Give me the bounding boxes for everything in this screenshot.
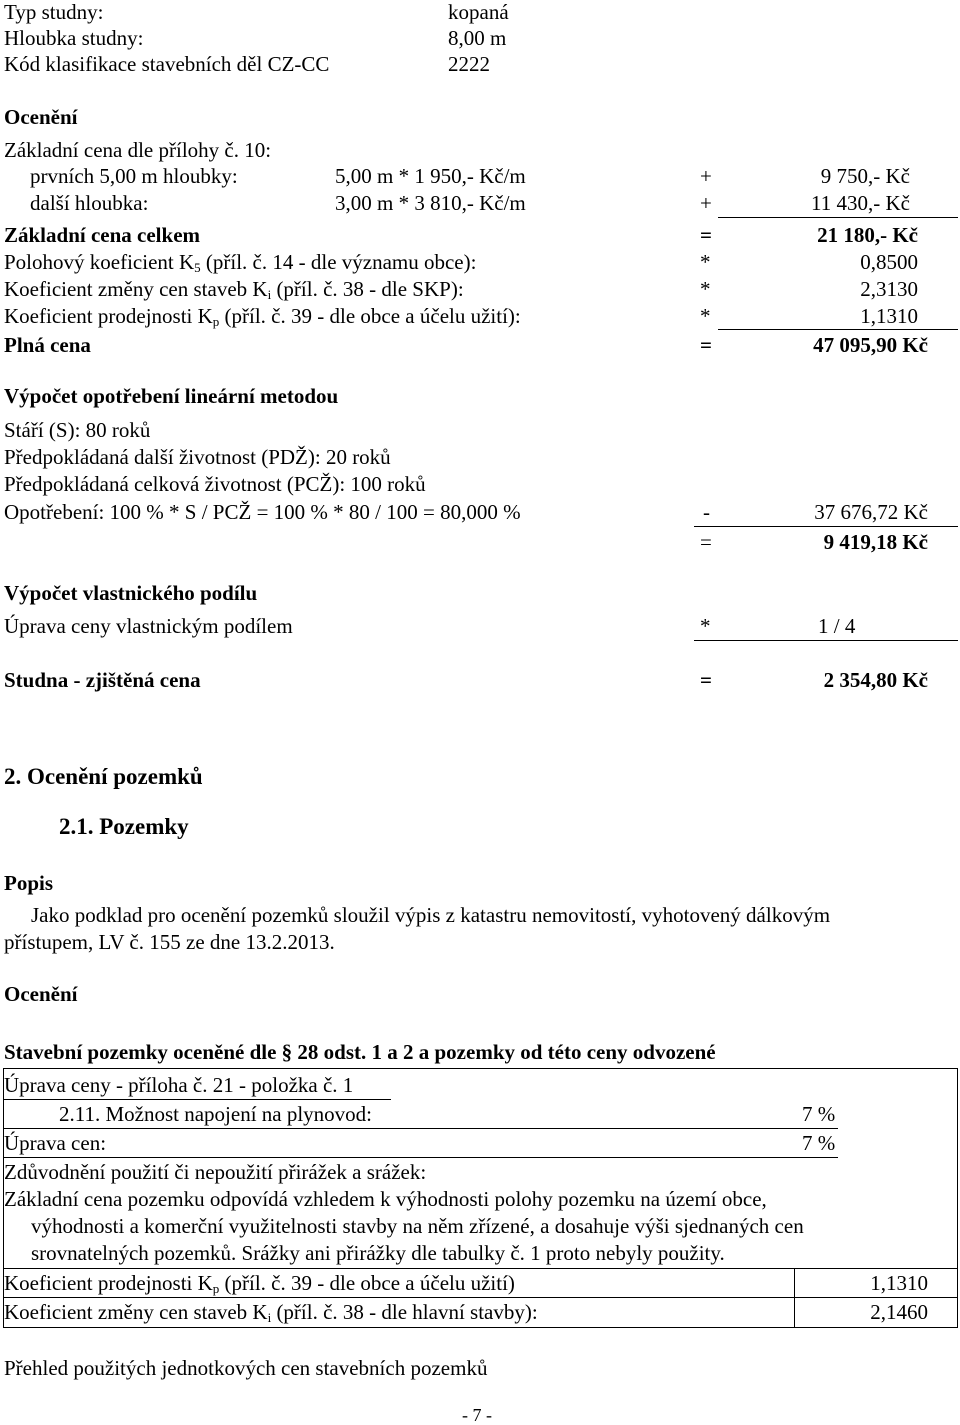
ownership-heading: Výpočet vlastnického podílu bbox=[4, 581, 258, 605]
table-left-border bbox=[3, 1068, 4, 1327]
wear-result-op: = bbox=[700, 530, 712, 554]
kp-value: 1,1310 bbox=[860, 304, 918, 328]
table-kp-label: Koeficient prodejnosti $K_p$ (příl. č. 39 - dle obce a účelu užití) bbox=[4, 1271, 515, 1296]
table-row-4: Zdůvodnění použití či nepoužití přirážek a srážek: bbox=[4, 1160, 427, 1184]
row1-op: + bbox=[700, 164, 712, 188]
table-row-5c: srovnatelných pozemků. Srážky ani přirážky dle tabulky č. 1 proto nebyly použity. bbox=[31, 1241, 725, 1265]
table-top-rule bbox=[3, 1068, 958, 1069]
full-price-value: 47 095,90 Kč bbox=[813, 333, 928, 357]
row1-calc: 5,00 m * 1 950,- Kč/m bbox=[335, 164, 526, 188]
k5-op: * bbox=[700, 250, 711, 274]
ki-label: Koeficient změny cen staveb $K_i$ (příl. č. 38 - dle SKP): bbox=[4, 277, 464, 302]
full-price-op: = bbox=[700, 333, 712, 357]
kp-op: * bbox=[700, 304, 711, 328]
table-row-5a: Základní cena pozemku odpovídá vzhledem k výhodnosti polohy pozemku na území obce, bbox=[4, 1187, 767, 1211]
sum-rule bbox=[718, 217, 958, 218]
land-type-heading: Stavební pozemky oceněné dle § 28 odst. 1 a 2 a pozemky od této ceny odvozené bbox=[4, 1040, 716, 1064]
row2-calc: 3,00 m * 3 810,- Kč/m bbox=[335, 191, 526, 215]
valuation-heading: Ocenění bbox=[4, 105, 78, 129]
row3-rule bbox=[3, 1157, 838, 1158]
k5-label: Polohový koeficient $K_5$ (příl. č. 14 - dle významu obce): bbox=[4, 250, 477, 275]
table-row-5b: výhodnosti a komerční využitelnosti stavby na něm zřízené, a dosahuje výši sjednaných cen bbox=[31, 1214, 804, 1238]
final-value: 2 354,80 Kč bbox=[823, 668, 928, 692]
wear-value: 37 676,72 Kč bbox=[814, 500, 928, 524]
well-depth-value: 8,00 m bbox=[448, 26, 507, 50]
pdz-line: Předpokládaná další životnost (PDŽ): 20 roků bbox=[4, 445, 391, 469]
wear-heading: Výpočet opotřebení lineární metodou bbox=[4, 384, 339, 408]
row2-label: další hloubka: bbox=[30, 191, 149, 215]
table-row-1: Úprava ceny - příloha č. 21 - položka č. 1 bbox=[4, 1073, 354, 1097]
ownership-rule bbox=[694, 640, 958, 641]
base-price-label: Základní cena dle přílohy č. 10: bbox=[4, 138, 272, 162]
row2-rule bbox=[3, 1128, 838, 1129]
popis-heading: Popis bbox=[4, 871, 54, 895]
land-valuation-heading: Ocenění bbox=[4, 982, 78, 1006]
well-type-value: kopaná bbox=[448, 0, 509, 24]
table-kp-value: 1,1310 bbox=[870, 1271, 928, 1295]
description-line-1: Jako podklad pro ocenění pozemků sloužil výpis z katastru nemovitostí, vyhotovený dálkovým bbox=[31, 903, 831, 927]
k5-value: 0,8500 bbox=[860, 250, 918, 274]
table-ki-value: 2,1460 bbox=[870, 1300, 928, 1324]
row1-label: prvních 5,00 m hloubky: bbox=[30, 164, 238, 188]
subsection-title: 2.1. Pozemky bbox=[59, 814, 189, 839]
section-title: 2. Ocenění pozemků bbox=[4, 764, 203, 789]
table-bottom-rule bbox=[3, 1327, 958, 1328]
kp-label: Koeficient prodejnosti $K_p$ (příl. č. 39 - dle obce a účelu užití): bbox=[4, 304, 521, 329]
ki-op: * bbox=[700, 277, 711, 301]
ki-value: 2,3130 bbox=[860, 277, 918, 301]
full-price-label: Plná cena bbox=[4, 333, 91, 357]
table-right-border bbox=[957, 1068, 958, 1327]
pcz-line: Předpokládaná celková životnost (PCŽ): 100 roků bbox=[4, 472, 426, 496]
description-line-2: přístupem, LV č. 155 ze dne 13.2.2013. bbox=[4, 930, 335, 954]
cc-code-label: Kód klasifikace stavebních děl CZ-CC bbox=[4, 52, 330, 76]
well-type-label: Typ studny: bbox=[4, 0, 104, 24]
table-row-2-label: 2.11. Možnost napojení na plynovod: bbox=[59, 1102, 373, 1126]
full-rule bbox=[718, 329, 958, 330]
cc-code-value: 2222 bbox=[448, 52, 490, 76]
wear-rule bbox=[694, 526, 958, 527]
total-value: 21 180,- Kč bbox=[817, 223, 918, 247]
table-ki-label: Koeficient změny cen staveb $K_i$ (příl. č. 38 - dle hlavní stavby): bbox=[4, 1300, 538, 1325]
table-value-separator bbox=[794, 1268, 795, 1327]
ownership-op: * bbox=[700, 614, 711, 638]
table-row-3-value: 7 % bbox=[802, 1131, 836, 1155]
age-line: Stáří (S): 80 roků bbox=[4, 418, 151, 442]
well-depth-label: Hloubka studny: bbox=[4, 26, 144, 50]
table-row-3-label: Úprava cen: bbox=[4, 1131, 107, 1155]
row1-value: 9 750,- Kč bbox=[820, 164, 910, 188]
row1-rule bbox=[3, 1099, 391, 1100]
row6-rule bbox=[3, 1297, 958, 1298]
total-label: Základní cena celkem bbox=[4, 223, 201, 247]
table-row-2-value: 7 % bbox=[802, 1102, 836, 1126]
wear-label: Opotřebení: 100 % * S / PCŽ = 100 % * 80 / 100 = 80,000 % bbox=[4, 500, 521, 524]
row5-rule bbox=[3, 1268, 958, 1269]
row2-value: 11 430,- Kč bbox=[811, 191, 910, 215]
page-number: - 7 - bbox=[462, 1405, 492, 1425]
wear-result-value: 9 419,18 Kč bbox=[823, 530, 928, 554]
final-label: Studna - zjištěná cena bbox=[4, 668, 201, 692]
wear-op: - bbox=[703, 500, 710, 524]
ownership-value: 1 / 4 bbox=[818, 614, 856, 638]
price-overview-heading: Přehled použitých jednotkových cen stavebních pozemků bbox=[4, 1356, 488, 1380]
row2-op: + bbox=[700, 191, 712, 215]
ownership-label: Úprava ceny vlastnickým podílem bbox=[4, 614, 293, 638]
total-op: = bbox=[700, 223, 712, 247]
final-op: = bbox=[700, 668, 712, 692]
